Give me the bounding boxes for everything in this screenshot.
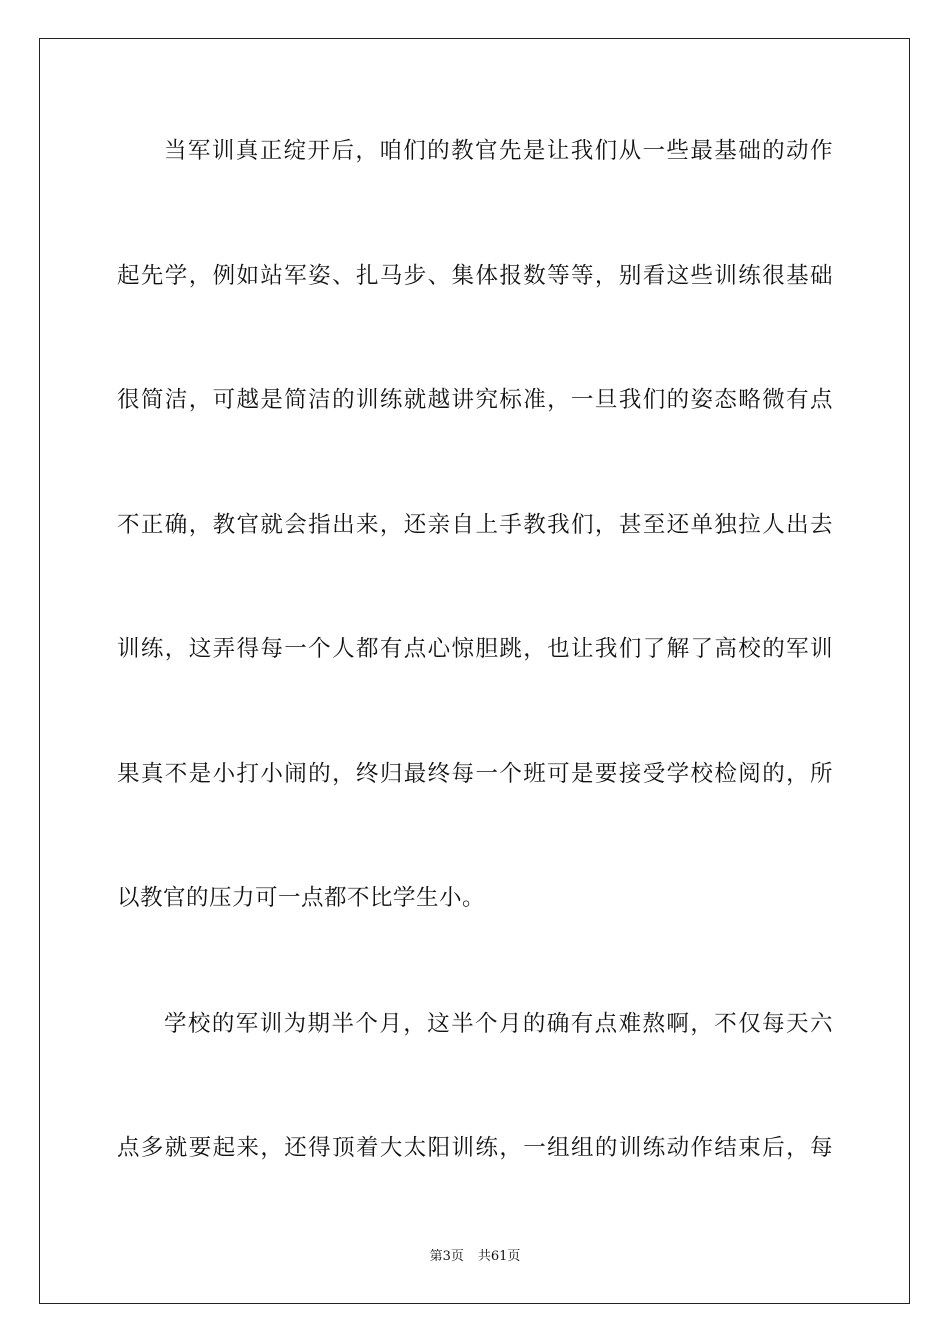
paragraph-1-line-5: 训练，这弄得每一个人都有点心惊胆跳，也让我们了解了高校的军训 (117, 636, 833, 662)
paragraph-1-line-1: 当军训真正绽开后，咱们的教官先是让我们从一些最基础的动作 (164, 138, 833, 164)
paragraph-2-line-1: 学校的军训为期半个月，这半个月的确有点难熬啊，不仅每天六 (164, 1011, 833, 1037)
paragraph-1-line-2: 起先学，例如站军姿、扎马步、集体报数等等，别看这些训练很基础 (117, 263, 833, 289)
page-border (39, 38, 910, 1304)
paragraph-1-line-7: 以教官的压力可一点都不比学生小。 (117, 885, 486, 911)
paragraph-2-line-2: 点多就要起来，还得顶着大太阳训练，一组组的训练动作结束后，每 (117, 1135, 833, 1161)
paragraph-1-line-4: 不正确，教官就会指出来，还亲自上手教我们，甚至还单独拉人出去 (117, 512, 833, 538)
page-total: 共61页 (477, 1249, 521, 1264)
page-footer (0, 1248, 950, 1266)
paragraph-1-line-6: 果真不是小打小闹的，终归最终每一个班可是要接受学校检阅的，所 (117, 761, 833, 787)
paragraph-1-line-3: 很简洁，可越是简洁的训练就越讲究标准，一旦我们的姿态略微有点 (117, 387, 833, 413)
page-number: 第3页 (429, 1249, 464, 1264)
